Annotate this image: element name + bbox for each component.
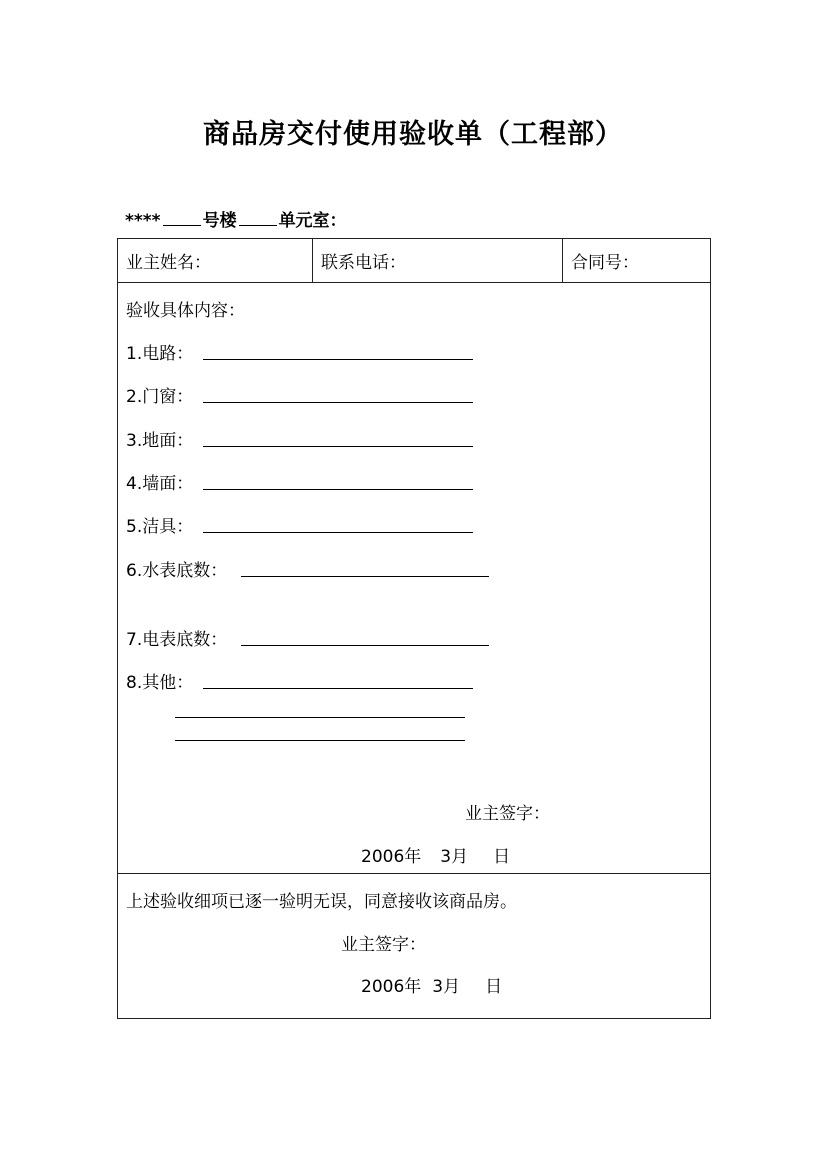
item-other-extra-line-1[interactable] <box>175 717 465 718</box>
acceptance-form-table <box>117 238 711 1019</box>
page-title: 商品房交付使用验收单（工程部） <box>203 119 623 150</box>
item-other-extra-line-2[interactable] <box>175 740 465 741</box>
date-year-unit: 年 <box>404 847 422 867</box>
item-doors-windows-blank[interactable] <box>203 402 473 403</box>
unit-room-label: 单元室： <box>278 211 347 231</box>
item-electric-meter-blank[interactable] <box>241 645 489 646</box>
confirmation-cell <box>118 874 711 1019</box>
contract-number-cell[interactable] <box>563 239 711 283</box>
item-floor-label: 3.地面： <box>126 431 194 451</box>
confirm-date-month: 3 <box>432 977 444 997</box>
phone-cell[interactable] <box>313 239 563 283</box>
phone-label: 联系电话： <box>321 253 406 273</box>
owner-name-label: 业主姓名： <box>126 253 211 273</box>
confirm-date-year: 2006 <box>361 977 405 997</box>
item-other-label: 8.其他： <box>126 673 194 693</box>
confirm-date-day-unit: 日 <box>485 977 503 997</box>
unit-line <box>125 206 347 231</box>
item-electrical-blank[interactable] <box>203 359 473 360</box>
item-water-meter-blank[interactable] <box>241 576 489 577</box>
item-sanitary-label: 5.洁具： <box>126 517 194 537</box>
item-electric-meter-label: 7.电表底数： <box>126 630 228 650</box>
building-label: 号楼 <box>202 211 237 231</box>
item-floor-blank[interactable] <box>203 446 473 447</box>
item-electrical-label: 1.电路： <box>126 344 194 364</box>
item-doors-windows-label: 2.门窗： <box>126 387 194 407</box>
date-month: 3 <box>440 847 452 867</box>
date-month-unit: 月 <box>451 847 469 867</box>
owner-name-cell[interactable] <box>118 239 313 283</box>
owner-signature-label: 业主签字： <box>465 804 550 824</box>
date-year: 2006 <box>361 847 405 867</box>
inspection-heading: 验收具体内容： <box>126 301 245 321</box>
confirmation-statement: 上述验收细项已逐一验明无误，同意接收该商品房。 <box>126 892 517 912</box>
item-other-blank[interactable] <box>203 688 473 689</box>
item-wall-blank[interactable] <box>203 489 473 490</box>
confirm-date-year-unit: 年 <box>404 977 422 997</box>
confirmation-date <box>361 972 502 997</box>
item-wall-label: 4.墙面： <box>126 474 194 494</box>
confirmation-signature-label: 业主签字： <box>341 935 426 955</box>
date-day-unit: 日 <box>493 847 511 867</box>
unit-prefix: **** <box>125 211 161 231</box>
contract-number-label: 合同号： <box>571 253 639 273</box>
inspection-date <box>361 842 510 867</box>
building-number-blank[interactable] <box>163 210 201 226</box>
unit-number-blank[interactable] <box>239 210 277 226</box>
item-water-meter-label: 6.水表底数： <box>126 561 228 581</box>
item-sanitary-blank[interactable] <box>203 532 473 533</box>
inspection-content-cell <box>118 283 711 874</box>
confirm-date-month-unit: 月 <box>443 977 461 997</box>
